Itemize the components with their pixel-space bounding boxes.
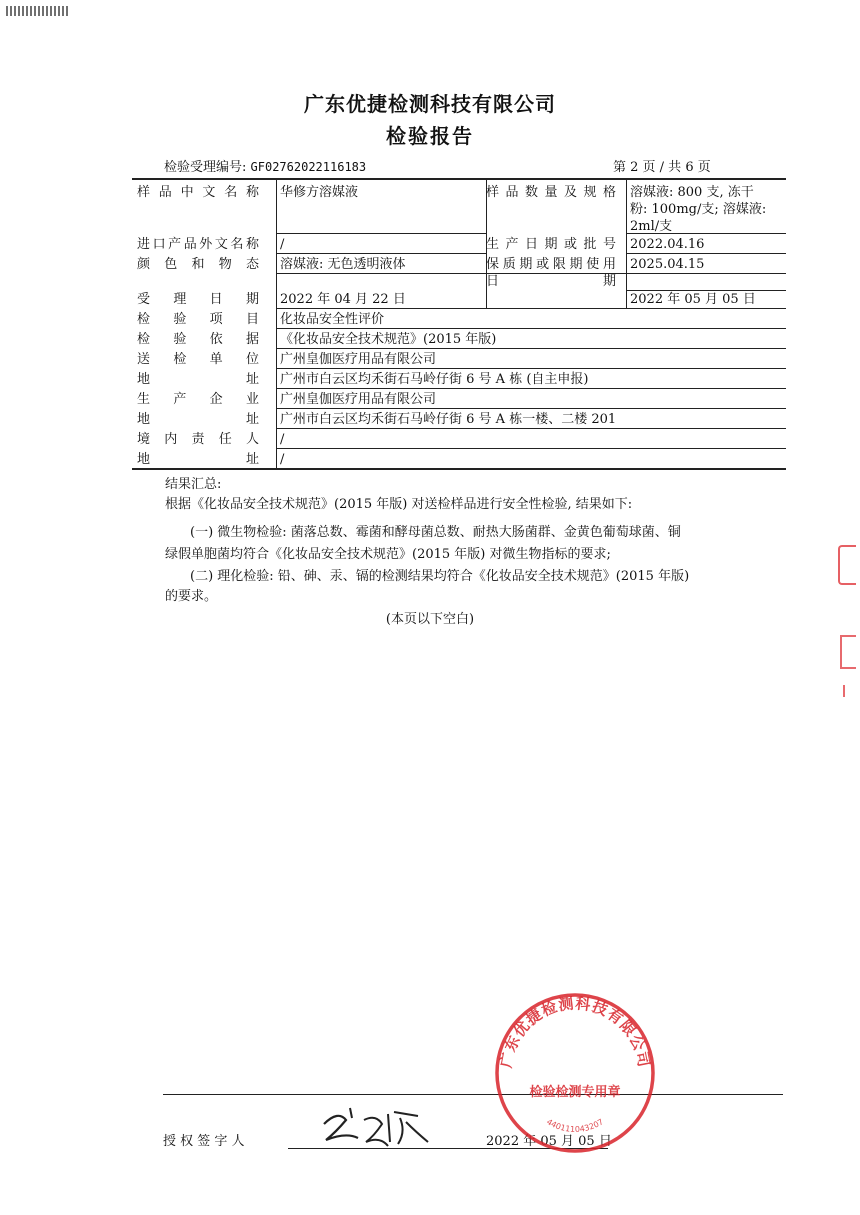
blank-note: (本页以下空白) — [385, 612, 475, 627]
responsible-address-value: / — [280, 452, 285, 467]
table-line — [276, 328, 786, 329]
micro-result-line1: (一) 微生物检验: 菌落总数、霉菌和酵母菌总数、耐热大肠菌群、金黄色葡萄球菌、铜 — [190, 525, 681, 540]
table-line — [276, 273, 786, 274]
cross-page-seal-fragment — [843, 685, 853, 697]
table-bottom-border — [132, 468, 786, 470]
table-divider — [276, 178, 277, 470]
table-line — [276, 348, 786, 349]
color-label: 颜色和物态 — [137, 257, 259, 272]
page-info: 第 2 页 / 共 6 页 — [613, 160, 711, 175]
expiry-value: 2025.04.15 — [630, 257, 705, 272]
sender-label: 送检单位 — [137, 352, 259, 367]
color-value: 溶媒液: 无色透明液体 — [280, 257, 406, 272]
accept-date-value: 2022 年 04 月 22 日 — [280, 292, 406, 307]
micro-result-line2: 绿假单胞菌均符合《化妆品安全技术规范》(2015 年版) 对微生物指标的要求; — [165, 547, 611, 562]
quantity-line-1: 溶媒液: 800 支, 冻干 — [630, 185, 754, 200]
table-line — [276, 368, 786, 369]
sender-address-label: 地址 — [137, 372, 259, 387]
seal-company-text: 广东优捷检测科技有限公司 — [496, 994, 654, 1070]
test-item-label: 检验项目 — [137, 312, 259, 327]
sample-name-value: 华修方溶媒液 — [280, 185, 359, 200]
sender-address-value: 广州市白云区均禾街石马岭仔街 6 号 A 栋 (自主申报) — [280, 372, 589, 387]
seal-purpose-text: 检验检测专用章 — [529, 1085, 621, 1100]
table-line — [626, 253, 786, 254]
batch-value: 2022.04.16 — [630, 237, 705, 252]
cross-page-seal-fragment — [840, 635, 856, 669]
responsible-person-label: 境内责任人 — [137, 432, 259, 447]
producer-address-label: 地址 — [137, 412, 259, 427]
table-line — [276, 308, 786, 309]
handwritten-signature — [316, 1102, 436, 1152]
table-line — [276, 408, 786, 409]
quantity-label: 样品数量及规格 — [486, 185, 616, 200]
company-seal-stamp — [490, 988, 660, 1158]
expiry-label-char: 日 — [486, 274, 500, 289]
accept-number-value: GF02762022116183 — [250, 160, 367, 174]
signer-label: 授 权 签 字 人 — [163, 1134, 245, 1149]
test-basis-label: 检验依据 — [137, 332, 259, 347]
responsible-address-label: 地址 — [137, 452, 259, 467]
seal-code-text: 440111043207 — [545, 1117, 605, 1135]
summary-heading: 结果汇总: — [165, 477, 222, 492]
quantity-line-3: 2ml/支 — [630, 219, 673, 234]
expiry-label: 保质期或限期使用 — [486, 257, 616, 272]
summary-intro: 根据《化妆品安全技术规范》(2015 年版) 对送检样品进行安全性检验, 结果如下: — [165, 497, 633, 512]
complete-date-value: 2022 年 05 月 05 日 — [630, 292, 756, 307]
accept-number-label: 检验受理编号: — [164, 160, 247, 175]
test-basis-value: 《化妆品安全技术规范》(2015 年版) — [280, 332, 497, 347]
expiry-label-char: 期 — [603, 274, 617, 289]
table-line — [276, 233, 486, 234]
table-divider — [626, 178, 627, 308]
quantity-line-2: 粉: 100mg/支; 溶媒液: — [630, 202, 767, 217]
responsible-person-value: / — [280, 432, 285, 447]
table-top-border — [132, 178, 786, 180]
sample-name-label: 样品中文名称 — [137, 185, 259, 200]
svg-text:440111043207 — [545, 1117, 605, 1134]
producer-value: 广州皇伽医疗用品有限公司 — [280, 392, 437, 407]
signature-divider — [163, 1094, 783, 1095]
cross-page-seal-fragment — [838, 545, 856, 585]
table-line — [276, 428, 786, 429]
producer-label: 生产企业 — [137, 392, 259, 407]
accept-number — [164, 156, 366, 175]
producer-address-value: 广州市白云区均禾街石马岭仔街 6 号 A 栋一楼、二楼 201 — [280, 412, 617, 427]
report-title: 检验报告 — [386, 124, 474, 148]
chem-result-line1: (二) 理化检验: 铅、砷、汞、镉的检测结果均符合《化妆品安全技术规范》(2015 年版) — [190, 569, 690, 584]
signature-date: 2022 年 05 月 05 日 — [486, 1134, 612, 1149]
table-line — [276, 448, 786, 449]
sample-info-table — [132, 178, 786, 470]
test-item-value: 化妆品安全性评价 — [280, 312, 385, 327]
chem-result-line2: 的要求。 — [165, 589, 218, 604]
scan-mark — [6, 6, 68, 16]
accept-date-label: 受理日期 — [137, 292, 259, 307]
svg-text:广东优捷检测科技有限公司 — [497, 994, 653, 1069]
company-name: 广东优捷检测科技有限公司 — [304, 92, 556, 116]
table-line — [276, 388, 786, 389]
batch-label: 生产日期或批号 — [486, 237, 616, 252]
sender-value: 广州皇伽医疗用品有限公司 — [280, 352, 437, 367]
foreign-name-value: / — [280, 237, 285, 252]
foreign-name-label: 进口产品外文名称 — [137, 237, 259, 252]
table-line — [276, 253, 486, 254]
